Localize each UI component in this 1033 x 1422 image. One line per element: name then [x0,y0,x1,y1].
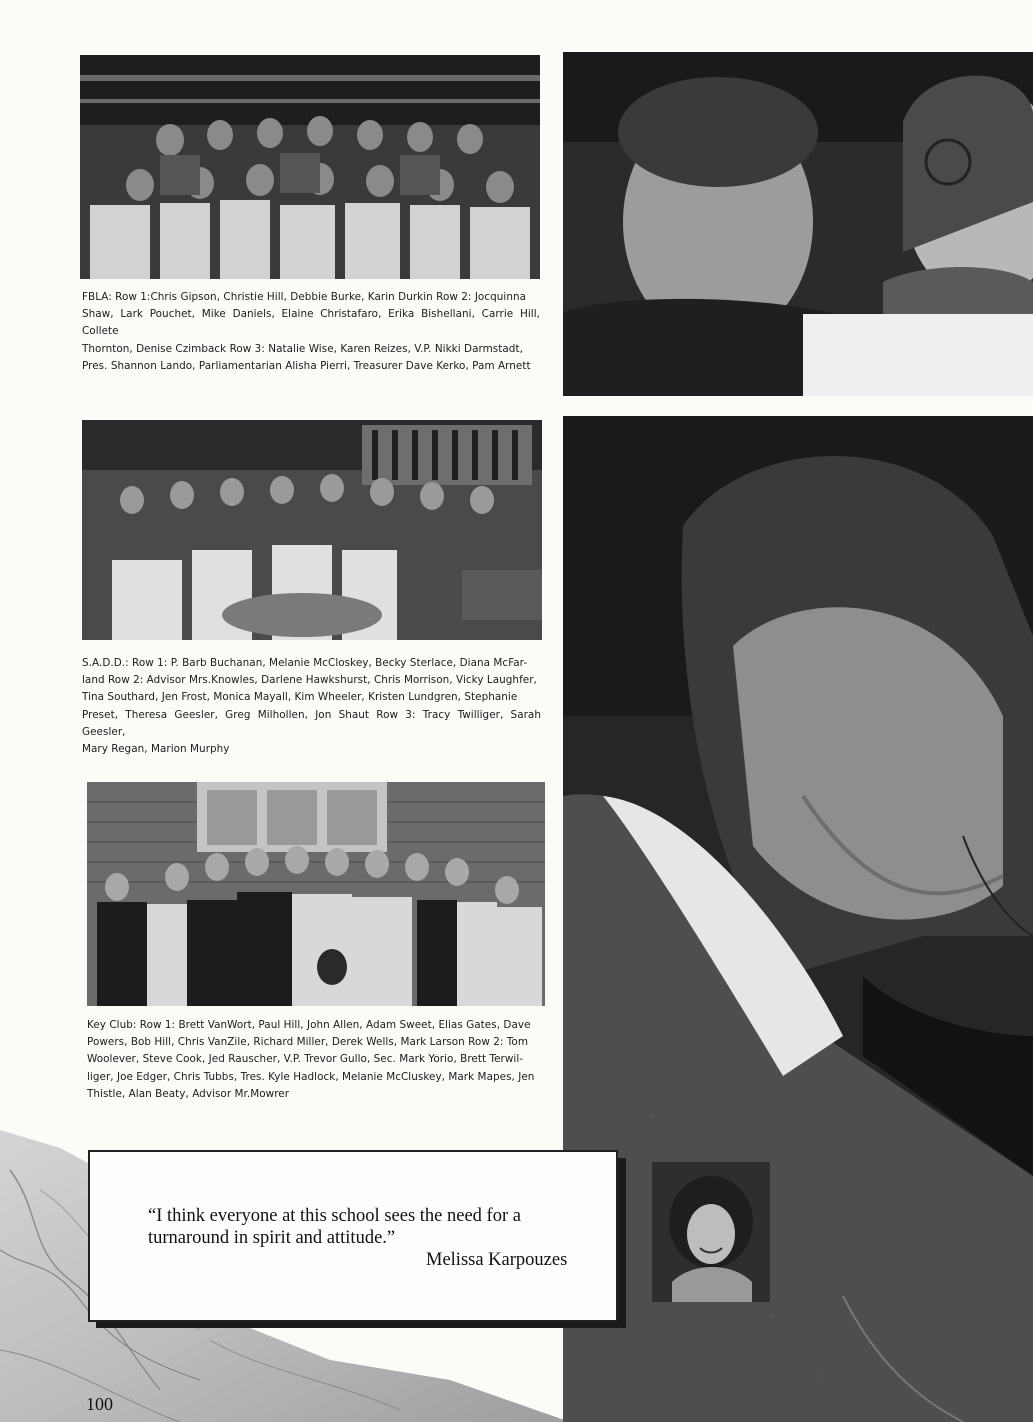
key-club-group-photo [87,782,545,1006]
quote-portrait-photo [652,1162,770,1302]
quote-text [148,1205,598,1249]
candid-photo-two-students [563,52,1033,396]
quote-line-1: “I think everyone at this school sees the need for a [148,1206,521,1226]
fbla-group-photo [80,55,540,279]
sadd-caption: S.A.D.D.: Row 1: P. Barb Buchanan, Melanie McCloskey, Becky Sterlace, Diana McFar- land Row 2: Advisor Mrs.Knowles, Darlene Hawkshurst, Chris Morrison, Vicky Laughfer, Tina Southard, Jen Frost, Monica Mayall, Kim Wheeler, Kristen Lundgren, Stephanie Preset, Theresa Geesler, Greg Milhollen, Jon Shaut Row 3: Tracy Twilliger, Sarah Geesler, Mary Regan, Marion Murphy [82,657,541,756]
white-panel [803,314,1033,396]
key-club-caption: Key Club: Row 1: Brett VanWort, Paul Hill, John Allen, Adam Sweet, Elias Gates, Dave Powers, Bob Hill, Chris VanZile, Richard Miller, Derek Wells, Mark Larson Row 2: Tom Woolever, Steve Cook, Jed Rauscher, V.P. Trevor Gullo, Sec. Mark Yorio, Brett Terwil- liger, Joe Edger, Chris Tubbs, Tres. Kyle Hadlock, Melanie McCluskey, Mark Mapes, Jen Thistle, Alan Beaty, Advisor Mr.Mowrer [87,1019,535,1100]
candid-photo-student-smiling [563,416,1033,1422]
quote-line-2: turnaround in spirit and attitude.” [148,1228,396,1248]
sadd-group-photo [82,420,542,640]
fbla-caption: FBLA: Row 1:Chris Gipson, Christie Hill, Debbie Burke, Karin Durkin Row 2: Jocquinna Shaw, Lark Pouchet, Mike Daniels, Elaine Christafaro, Erika Bishellani, Carrie Hill, Collete Thornton, Denise Czimback Row 3: Natalie Wise, Karen Reizes, V.P. Nikki Darmstadt, Pres. Shannon Lando, Parliamentarian Alisha Pierri, Treasurer Dave Kerko, Pam Arnett [82,291,540,372]
quote-author: Melissa Karpouzes [426,1250,568,1270]
page-number: 100 [86,1394,113,1414]
